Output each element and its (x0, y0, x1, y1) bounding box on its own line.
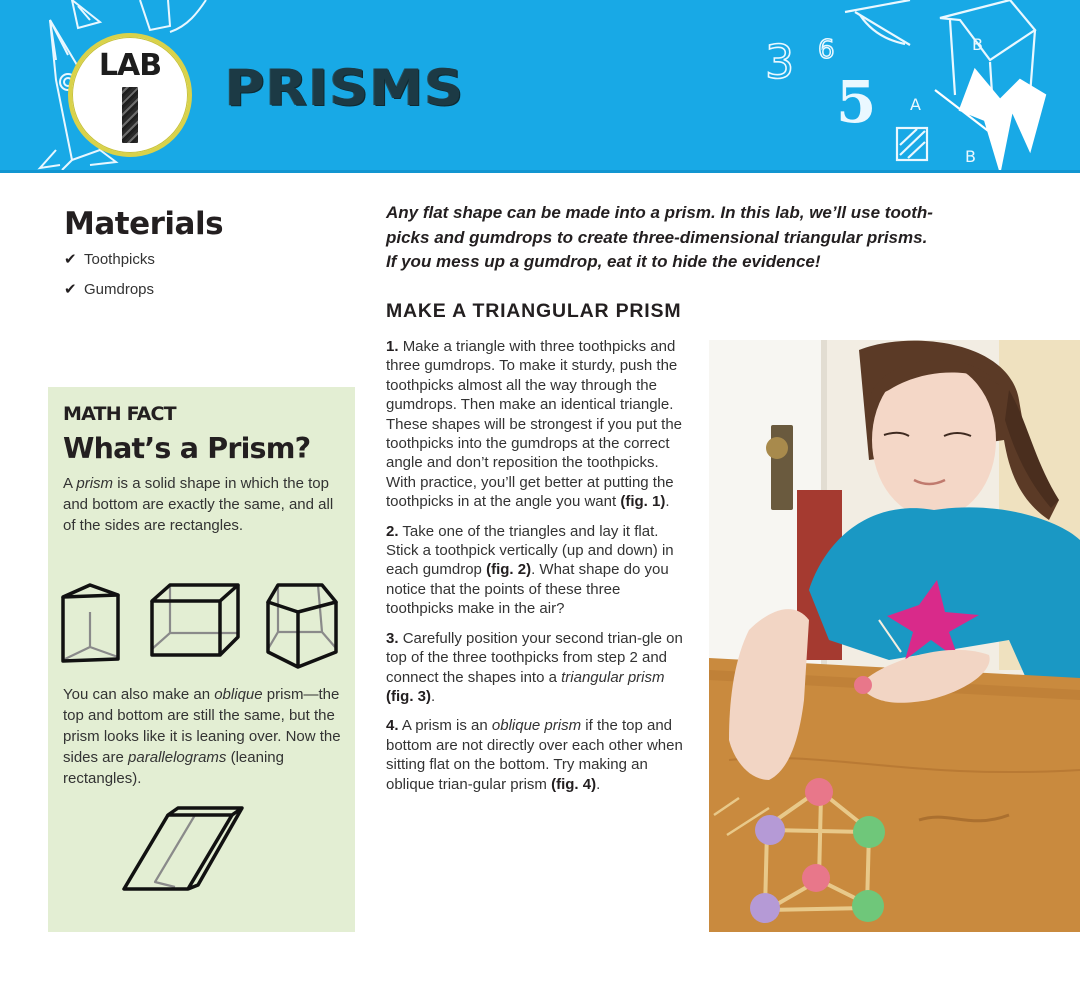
materials-item-label: Gumdrops (84, 281, 155, 298)
math-fact-definition (63, 473, 343, 536)
checkmark-icon: ✔ (64, 251, 77, 268)
intro-line: If you mess up a gumdrop, eat it to hide the evidence! (386, 252, 821, 271)
step-text: if the top and bottom are not directly over each other when sitting flat on the bottom. Try making an oblique trian-gular prism (386, 717, 683, 793)
materials-item (64, 280, 354, 300)
step-number: 2. (386, 522, 399, 540)
figure-reference: (fig. 4) (551, 775, 597, 793)
triangular-prism-icon (63, 585, 118, 661)
figure-reference: (fig. 1) (620, 493, 666, 511)
svg-text:3: 3 (765, 35, 795, 89)
step-text-end: . (431, 687, 436, 705)
materials-section (64, 204, 354, 310)
oblique-term: oblique (214, 686, 263, 703)
definition-term: prism (76, 475, 114, 492)
materials-list (64, 250, 354, 300)
pentagonal-prism-icon (268, 585, 336, 667)
section-heading: MAKE A TRIANGULAR PRISM (386, 300, 682, 322)
svg-text:5: 5 (836, 68, 877, 136)
materials-item-label: Toothpicks (84, 251, 155, 268)
step-text-end: . What shape do you notice that the points of these three toothpicks make in the air? (386, 561, 669, 618)
svg-text:B: B (972, 35, 983, 54)
step-text-end: . (665, 493, 670, 511)
lab-badge (68, 33, 192, 157)
header-banner (0, 0, 1080, 173)
oblique-prism-icon (120, 805, 250, 895)
definition-text: A (63, 475, 77, 492)
math-fact-title: What’s a Prism? (63, 432, 311, 465)
step-text: Take one of the triangles and lay it flat. Stick a toothpick vertically (up and down) in each gumdrop (386, 522, 674, 579)
step-4 (386, 716, 686, 794)
lab-number-glyph (122, 87, 138, 143)
steps-list (386, 337, 686, 804)
step-text: Carefully position your second trian-gle on top of the three toothpicks from step 2 and connect the shapes into a (386, 629, 683, 686)
header-divider (0, 170, 1080, 173)
math-fact-kicker: MATH FACT (63, 403, 176, 425)
figure-reference: (fig. 2) (486, 561, 532, 579)
figure-reference: (fig. 3) (386, 687, 431, 705)
intro-line: Any flat shape can be made into a prism. In this lab, we’ll use tooth- (386, 203, 933, 222)
svg-text:6: 6 (818, 35, 835, 65)
step-2 (386, 522, 686, 619)
step-emphasis: triangular prism (561, 668, 665, 686)
step-text: Make a triangle with three toothpicks and three gumdrops. To make it sturdy, push the toothpicks almost all the way through the gumdrops. Then make an identical triangle. These shapes will be strongest if you put the toothpicks into the gumdrops at the correct angle and don’t reposition the toothpicks. With practice, you’ll get better at putting the toothpicks in at the angle you want (386, 338, 683, 511)
step-number: 4. (386, 717, 399, 735)
checkmark-icon: ✔ (64, 281, 77, 298)
oblique-text: (leaning rectangles). (63, 749, 284, 787)
math-fact-box (48, 387, 355, 932)
oblique-text: prism—the top and bottom are still the same, but the prism looks like it is leaning over. Now the sides are (63, 686, 341, 766)
intro-line: picks and gumdrops to create three-dimensional triangular prisms. (386, 227, 928, 247)
step-1 (386, 337, 686, 512)
materials-item (64, 250, 354, 270)
prism-examples (60, 577, 350, 672)
step-3 (386, 629, 686, 707)
intro-paragraph (386, 201, 1026, 275)
lab-badge-word: LAB (98, 48, 162, 83)
rectangular-prism-icon (152, 585, 238, 655)
step-number: 3. (386, 629, 399, 647)
definition-text: is a solid shape in which the top and bottom are exactly the same, and all of the sides are rectangles. (63, 475, 334, 534)
svg-text:A: A (910, 95, 921, 114)
oblique-text: You can also make an (63, 686, 215, 703)
girl-building-prism-photo (709, 340, 1080, 932)
svg-text:B: B (965, 147, 976, 166)
materials-heading: Materials (64, 206, 224, 242)
parallelogram-term: parallelograms (128, 749, 227, 766)
step-text: A prism is an (401, 717, 492, 735)
geometry-sketch-icon (760, 0, 1080, 173)
math-fact-oblique (63, 684, 348, 789)
activity-photo (709, 340, 1080, 932)
step-text-end: . (596, 775, 601, 793)
page-title: PRISMS (225, 59, 465, 117)
step-number: 1. (386, 338, 399, 355)
step-emphasis: oblique prism (491, 717, 582, 735)
